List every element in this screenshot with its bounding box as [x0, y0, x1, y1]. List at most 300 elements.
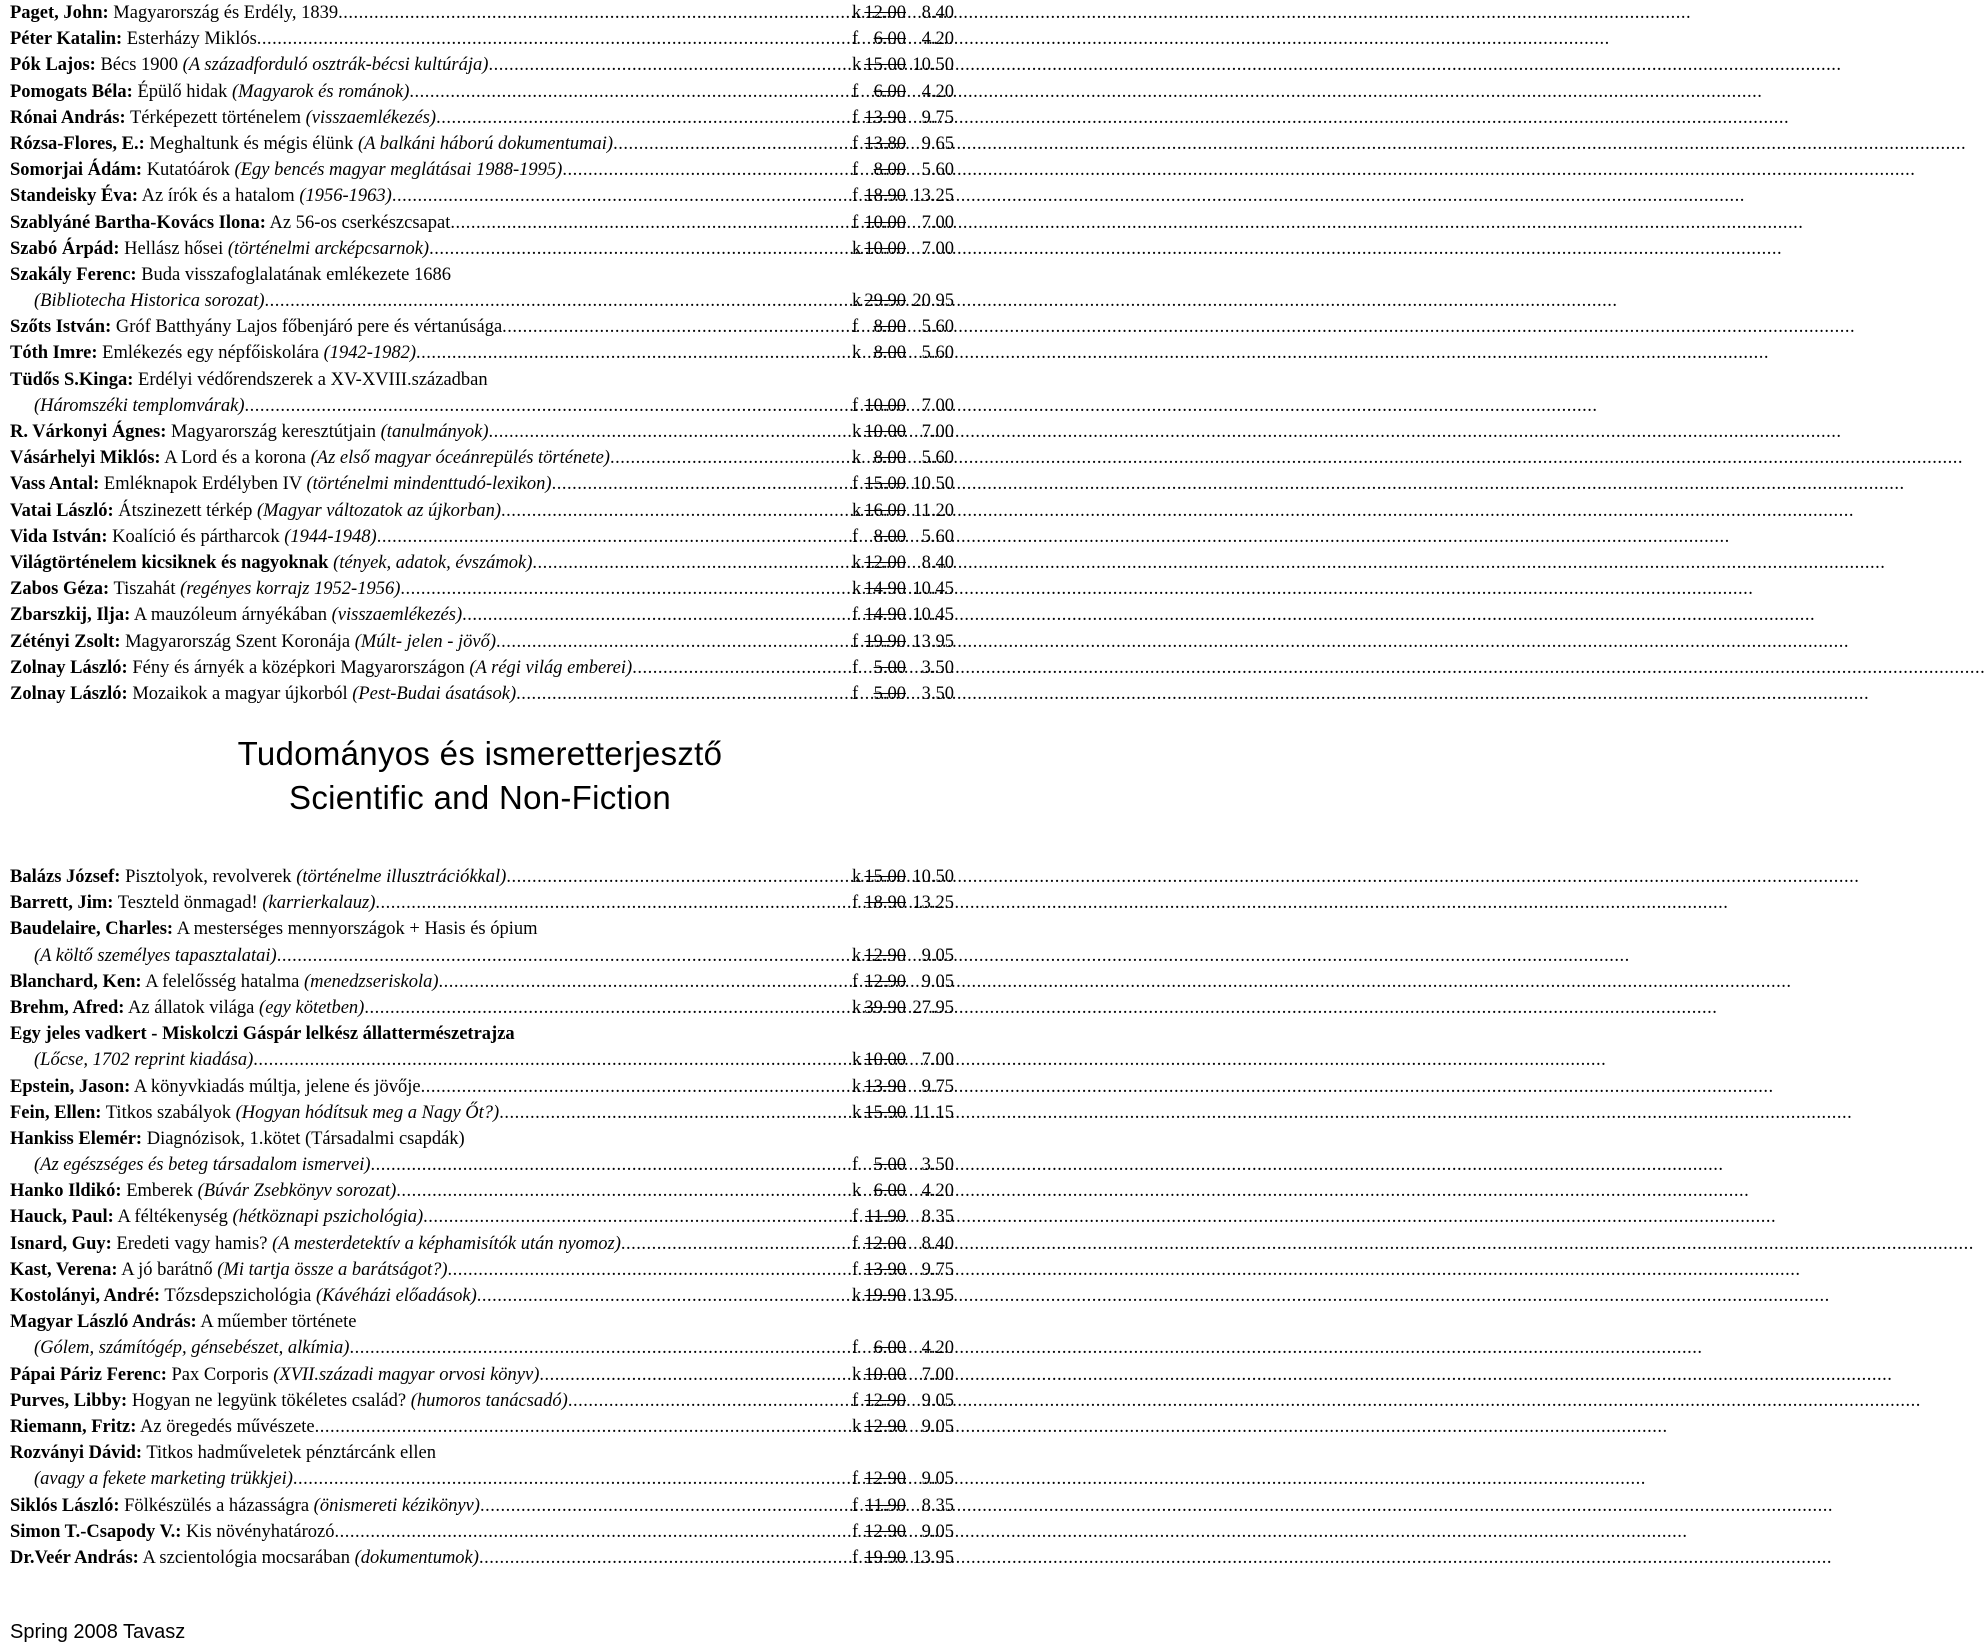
original-price: 8.00 — [873, 343, 906, 364]
book-series: (Lőcse, 1702 reprint kiadása) — [34, 1050, 254, 1071]
entry-text — [34, 288, 265, 314]
price-currency-code: f — [852, 971, 859, 992]
price-currency-code: f — [852, 317, 859, 338]
entry-line — [10, 498, 954, 524]
book-title: Átszinezett térkép — [118, 500, 253, 521]
book-title: Hogyan ne legyünk tökéletes család? — [131, 1390, 407, 1411]
book-title: Az öregedés művészete — [140, 1416, 315, 1437]
book-entry — [10, 1362, 954, 1388]
price-currency-code: k — [852, 448, 862, 469]
book-title: Hellász hősei — [124, 238, 224, 259]
book-entry — [10, 340, 954, 366]
book-entry — [10, 445, 954, 471]
book-subtitle: (tanulmányok) — [380, 422, 489, 442]
book-author: Tóth Imre: — [10, 343, 98, 364]
dot-leader — [396, 1178, 852, 1204]
book-entry — [10, 1309, 954, 1361]
book-price — [852, 602, 954, 628]
book-price — [852, 890, 954, 916]
sale-price: 7.00 — [921, 1364, 954, 1385]
book-author: Blanchard, Ken: — [10, 971, 142, 992]
book-subtitle: (Búvár Zsebkönyv sorozat) — [197, 1181, 397, 1202]
book-author: Standeisky Éva: — [10, 186, 138, 207]
original-price: 8.00 — [873, 317, 906, 338]
book-price — [852, 340, 954, 366]
book-title: Fölkészülés a házasságra — [124, 1495, 310, 1516]
dot-leader — [499, 1100, 852, 1126]
original-price: 11.90 — [865, 1495, 906, 1516]
dot-leader — [621, 1231, 852, 1257]
original-price: 10.00 — [864, 395, 906, 416]
sale-price: 7.00 — [921, 238, 954, 259]
entry-text — [10, 0, 338, 26]
price-currency-code: f — [852, 395, 859, 416]
entry-text — [10, 262, 451, 288]
dot-leader — [375, 890, 852, 916]
entry-text — [10, 969, 439, 995]
dot-leader — [334, 1519, 852, 1545]
book-title: A mauzóleum árnyékában — [133, 605, 328, 626]
price-currency-code: k — [852, 343, 862, 364]
book-price — [852, 1231, 954, 1257]
book-entry — [10, 576, 954, 602]
entry-text — [10, 1388, 568, 1414]
entry-line — [10, 1152, 954, 1178]
sale-price: 9.75 — [921, 1259, 954, 1280]
price-currency-code: k — [852, 552, 862, 573]
book-entry — [10, 1074, 954, 1100]
book-title: Tiszahát — [113, 579, 176, 600]
original-price: 5.00 — [873, 1155, 906, 1176]
book-title: A szcientológia mocsarában — [142, 1547, 350, 1568]
book-title: Kutatóárok — [146, 160, 230, 181]
original-price: 18.90 — [864, 186, 906, 207]
book-title: Térképezett történelem — [129, 107, 301, 128]
book-author: Barrett, Jim: — [10, 893, 114, 914]
entry-text — [10, 183, 392, 209]
entry-line — [10, 890, 954, 916]
book-subtitle: (visszaemlékezés) — [331, 605, 463, 626]
entry-text — [10, 890, 375, 916]
book-entry — [10, 864, 954, 890]
entry-line — [10, 1388, 954, 1414]
price-currency-code: k — [852, 1364, 862, 1385]
price-currency-code: f — [852, 474, 859, 495]
book-entry — [10, 524, 954, 550]
book-entry — [10, 498, 954, 524]
book-subtitle: (Pest-Budai ásatások) — [352, 683, 517, 704]
original-price: 10.00 — [864, 1364, 906, 1385]
price-currency-code: f — [852, 657, 859, 678]
book-price — [852, 550, 954, 576]
book-price — [852, 1493, 954, 1519]
price-currency-code: k — [852, 422, 862, 442]
dot-leader — [532, 550, 852, 576]
book-author: Szablyáné Bartha-Kovács Ilona: — [10, 212, 266, 233]
entry-line — [10, 1414, 954, 1440]
book-price — [852, 314, 954, 340]
entry-text — [10, 1021, 515, 1047]
book-subtitle: (visszaemlékezés) — [305, 107, 437, 128]
price-currency-code: f — [852, 893, 859, 914]
entry-text — [10, 1204, 423, 1230]
entry-line — [10, 210, 954, 236]
entry-line — [10, 157, 954, 183]
book-entry — [10, 629, 954, 655]
price-currency-code: f — [852, 1469, 859, 1490]
book-entry — [10, 1204, 954, 1230]
book-price — [852, 157, 954, 183]
dot-leader — [265, 288, 852, 314]
price-currency-code: k — [852, 867, 862, 887]
sale-price: 8.40 — [921, 552, 954, 573]
sale-price: 9.75 — [921, 107, 954, 128]
sale-price: 7.00 — [921, 395, 954, 416]
entry-text — [10, 445, 610, 471]
dot-leader — [436, 105, 852, 131]
dot-leader — [501, 498, 852, 524]
price-currency-code: k — [852, 1416, 862, 1437]
book-title: Pax Corporis — [171, 1364, 269, 1385]
book-author: Zbarszkij, Ilja: — [10, 605, 131, 626]
entry-text — [10, 471, 552, 497]
book-entry — [10, 367, 954, 419]
book-price — [852, 445, 954, 471]
dot-leader — [506, 864, 852, 890]
catalog-page — [0, 0, 960, 1651]
dot-leader — [496, 629, 852, 655]
entry-line — [10, 550, 954, 576]
book-price — [852, 1283, 954, 1309]
book-price — [852, 576, 954, 602]
sale-price: 9.65 — [921, 133, 954, 154]
book-price — [852, 1519, 954, 1545]
entry-line — [10, 105, 954, 131]
sale-price: 5.60 — [921, 343, 954, 364]
book-title: Emberek — [126, 1181, 193, 1202]
book-price — [852, 52, 954, 78]
book-entry — [10, 52, 954, 78]
footer-season: Spring 2008 Tavasz — [10, 1621, 186, 1643]
book-price — [852, 524, 954, 550]
book-subtitle: (A balkáni háború dokumentumai) — [358, 133, 614, 154]
book-author: Brehm, Afred: — [10, 997, 125, 1018]
book-title: Magyarország Szent Koronája — [125, 631, 351, 652]
entry-text — [10, 105, 436, 131]
entry-line — [10, 1545, 954, 1571]
book-entry — [10, 419, 954, 445]
book-entry — [10, 157, 954, 183]
book-entry — [10, 1126, 954, 1178]
entry-line — [10, 262, 954, 288]
book-entry — [10, 655, 954, 681]
book-author: Isnard, Guy: — [10, 1233, 112, 1254]
book-entry — [10, 602, 954, 628]
book-subtitle: (tények, adatok, évszámok) — [333, 552, 533, 573]
entry-text — [10, 157, 562, 183]
sale-price: 11.15 — [913, 1102, 954, 1123]
book-author: Epstein, Jason: — [10, 1076, 131, 1097]
entry-text — [10, 576, 400, 602]
sale-price: 3.50 — [921, 657, 954, 678]
book-entry — [10, 1178, 954, 1204]
original-price: 12.90 — [864, 1469, 906, 1490]
dot-leader — [613, 131, 852, 157]
book-subtitle: (menedzseriskola) — [303, 971, 439, 992]
price-currency-code: f — [852, 212, 859, 233]
book-author: Zétényi Zsolt: — [10, 631, 121, 652]
sale-price: 27.95 — [912, 997, 954, 1018]
entry-line — [10, 1519, 954, 1545]
book-title: Titkos hadműveletek pénztárcánk ellen — [146, 1443, 436, 1464]
book-author: Vásárhelyi Miklós: — [10, 448, 161, 469]
book-entry — [10, 1231, 954, 1257]
sale-price: 9.05 — [921, 971, 954, 992]
sale-price: 10.45 — [912, 605, 954, 626]
price-currency-code: k — [852, 1181, 862, 1202]
book-title: Diagnózisok, 1.kötet (Társadalmi csapdák) — [146, 1128, 465, 1149]
sale-price: 5.60 — [921, 526, 954, 547]
dot-leader — [429, 236, 852, 262]
book-author: Egy jeles vadkert - Miskolczi Gáspár lelkész állattermészetrajza — [10, 1024, 515, 1045]
entry-text — [10, 1362, 539, 1388]
entry-text — [10, 131, 613, 157]
book-subtitle: (humoros tanácsadó) — [410, 1390, 568, 1411]
book-price — [852, 1335, 954, 1361]
price-currency-code: f — [852, 526, 859, 547]
entry-text — [10, 314, 502, 340]
book-subtitle: (Hogyan hódítsuk meg a Nagy Őt?) — [235, 1102, 500, 1123]
sale-price: 8.35 — [921, 1207, 954, 1228]
book-subtitle: (1944-1948) — [284, 526, 377, 547]
book-subtitle: (A századforduló osztrák-bécsi kultúrája) — [182, 55, 489, 76]
entry-line — [10, 943, 954, 969]
price-currency-code: f — [852, 1155, 859, 1176]
sale-price: 13.95 — [912, 631, 954, 652]
price-currency-code: k — [852, 1102, 862, 1123]
sale-price: 10.45 — [912, 579, 954, 600]
book-entry — [10, 1257, 954, 1283]
original-price: 14.90 — [864, 605, 906, 626]
sale-price: 9.05 — [921, 1469, 954, 1490]
entry-line — [10, 1100, 954, 1126]
book-entry — [10, 1388, 954, 1414]
book-title: A felelősség hatalma — [145, 971, 300, 992]
entry-line — [10, 1178, 954, 1204]
entry-text — [10, 524, 377, 550]
sale-price: 7.00 — [921, 1050, 954, 1071]
entry-text — [10, 655, 632, 681]
book-entry — [10, 236, 954, 262]
price-currency-code: k — [852, 291, 862, 312]
entry-line — [10, 576, 954, 602]
sale-price: 5.60 — [921, 317, 954, 338]
book-price — [852, 629, 954, 655]
sale-price: 5.60 — [921, 448, 954, 469]
dot-leader — [488, 52, 852, 78]
entry-text — [10, 419, 489, 445]
book-entry — [10, 471, 954, 497]
original-price: 5.00 — [873, 683, 906, 704]
sale-price: 5.60 — [921, 160, 954, 181]
entry-line — [10, 655, 954, 681]
book-author: Fein, Ellen: — [10, 1102, 102, 1123]
price-currency-code: k — [852, 997, 862, 1018]
price-currency-code: k — [852, 945, 862, 966]
book-subtitle: (regényes korrajz 1952-1956) — [180, 579, 401, 600]
book-list-science — [10, 864, 954, 1571]
sale-price: 8.40 — [921, 3, 954, 23]
original-price: 19.90 — [864, 1286, 906, 1306]
book-title: A műember története — [200, 1312, 357, 1333]
original-price: 10.00 — [864, 1050, 906, 1071]
book-author: Baudelaire, Charles: — [10, 919, 174, 940]
entry-line — [10, 916, 954, 942]
entry-line — [10, 1257, 954, 1283]
original-price: 15.00 — [864, 474, 906, 495]
book-price — [852, 0, 954, 26]
book-subtitle: (hétköznapi pszichológia) — [232, 1207, 424, 1228]
book-author: Zolnay László: — [10, 657, 128, 678]
original-price: 8.00 — [873, 448, 906, 469]
book-price — [852, 236, 954, 262]
price-currency-code: f — [852, 186, 859, 207]
book-subtitle: (1956-1963) — [299, 186, 392, 207]
book-author: R. Várkonyi Ágnes: — [10, 422, 167, 442]
dot-leader — [277, 943, 852, 969]
price-currency-code: f — [852, 631, 859, 652]
entry-line — [10, 864, 954, 890]
sale-price: 13.95 — [912, 1547, 954, 1568]
book-price — [852, 105, 954, 131]
entry-text — [34, 1152, 371, 1178]
entry-text — [10, 864, 506, 890]
sale-price: 11.20 — [913, 500, 954, 521]
book-author: Szakály Ferenc: — [10, 264, 137, 285]
entry-line — [10, 1126, 954, 1152]
dot-leader — [371, 1152, 852, 1178]
original-price: 15.90 — [864, 1102, 906, 1123]
sale-price: 4.20 — [921, 1181, 954, 1202]
original-price: 6.00 — [873, 1338, 906, 1359]
original-price: 13.90 — [864, 1076, 906, 1097]
book-price — [852, 969, 954, 995]
book-title: Pisztolyok, revolverek — [125, 867, 292, 887]
entry-line — [10, 602, 954, 628]
book-author: Somorjai Ádám: — [10, 160, 143, 181]
book-entry — [10, 26, 954, 52]
book-subtitle: (Az első magyar óceánrepülés története) — [310, 448, 610, 469]
original-price: 8.00 — [873, 160, 906, 181]
entry-text — [10, 916, 538, 942]
price-currency-code: f — [852, 1233, 859, 1254]
book-entry — [10, 1440, 954, 1492]
book-price — [852, 288, 954, 314]
book-entry — [10, 969, 954, 995]
price-currency-code: k — [852, 238, 862, 259]
dot-leader — [480, 1493, 852, 1519]
dot-leader — [479, 1545, 852, 1571]
book-subtitle: (Múlt- jelen - jövő) — [354, 631, 496, 652]
book-price — [852, 79, 954, 105]
book-entry — [10, 0, 954, 26]
book-series: (Bibliotecha Historica sorozat) — [34, 291, 265, 312]
sale-price: 4.20 — [921, 29, 954, 50]
book-title: Bécs 1900 — [100, 55, 179, 76]
book-price — [852, 1362, 954, 1388]
book-title: Kis növényhatározó — [186, 1521, 335, 1542]
entry-line — [10, 969, 954, 995]
entry-text — [10, 26, 257, 52]
book-subtitle: (történelme illusztrációkkal) — [296, 867, 507, 887]
original-price: 14.90 — [864, 579, 906, 600]
dot-leader — [423, 1204, 852, 1230]
dot-leader — [416, 340, 852, 366]
sale-price: 4.20 — [921, 1338, 954, 1359]
entry-text — [10, 1231, 621, 1257]
price-currency-code: k — [852, 500, 862, 521]
entry-line — [10, 681, 954, 707]
entry-line — [10, 314, 954, 340]
book-price — [852, 995, 954, 1021]
section-heading-english: Scientific and Non-Fiction — [289, 779, 671, 816]
entry-text — [10, 1519, 334, 1545]
sale-price: 9.05 — [921, 945, 954, 966]
original-price: 19.90 — [864, 1547, 906, 1568]
entry-line — [10, 524, 954, 550]
book-price — [852, 943, 954, 969]
entry-line — [10, 1021, 954, 1047]
book-entry — [10, 890, 954, 916]
entry-text — [10, 236, 429, 262]
sale-price: 7.00 — [921, 422, 954, 442]
sale-price: 8.35 — [921, 1495, 954, 1516]
book-author: Kostolányi, André: — [10, 1286, 161, 1306]
book-price — [852, 419, 954, 445]
sale-price: 10.50 — [912, 867, 954, 887]
entry-text — [10, 210, 450, 236]
book-subtitle: (Egy bencés magyar meglátásai 1988-1995) — [234, 160, 563, 181]
sale-price: 3.50 — [921, 683, 954, 704]
dot-leader — [516, 681, 852, 707]
entry-text — [34, 393, 244, 419]
book-entry — [10, 1493, 954, 1519]
sale-price: 10.50 — [912, 474, 954, 495]
price-currency-code: f — [852, 29, 859, 50]
entry-line — [10, 471, 954, 497]
book-author: Szabó Árpád: — [10, 238, 120, 259]
entry-text — [10, 52, 488, 78]
book-author: Világtörténelem kicsiknek és nagyoknak — [10, 552, 329, 573]
price-currency-code: f — [852, 107, 859, 128]
original-price: 6.00 — [873, 29, 906, 50]
book-title: A Lord és a korona — [164, 448, 306, 469]
entry-line — [10, 1362, 954, 1388]
price-currency-code: f — [852, 1521, 859, 1542]
book-title: Gróf Batthyány Lajos főbenjáró pere és vértanúsága — [115, 317, 503, 338]
book-author: Pók Lajos: — [10, 55, 96, 76]
original-price: 12.00 — [864, 3, 906, 23]
entry-line — [10, 995, 954, 1021]
book-price — [852, 471, 954, 497]
dot-leader — [421, 1074, 852, 1100]
original-price: 6.00 — [873, 1181, 906, 1202]
book-title: Titkos szabályok — [105, 1102, 232, 1123]
entry-text — [10, 1309, 357, 1335]
book-subtitle: (1942-1982) — [323, 343, 417, 364]
book-title: Buda visszafoglalatának emlékezete 1686 — [141, 264, 451, 285]
book-title: Koalíció és pártharcok — [112, 526, 280, 547]
